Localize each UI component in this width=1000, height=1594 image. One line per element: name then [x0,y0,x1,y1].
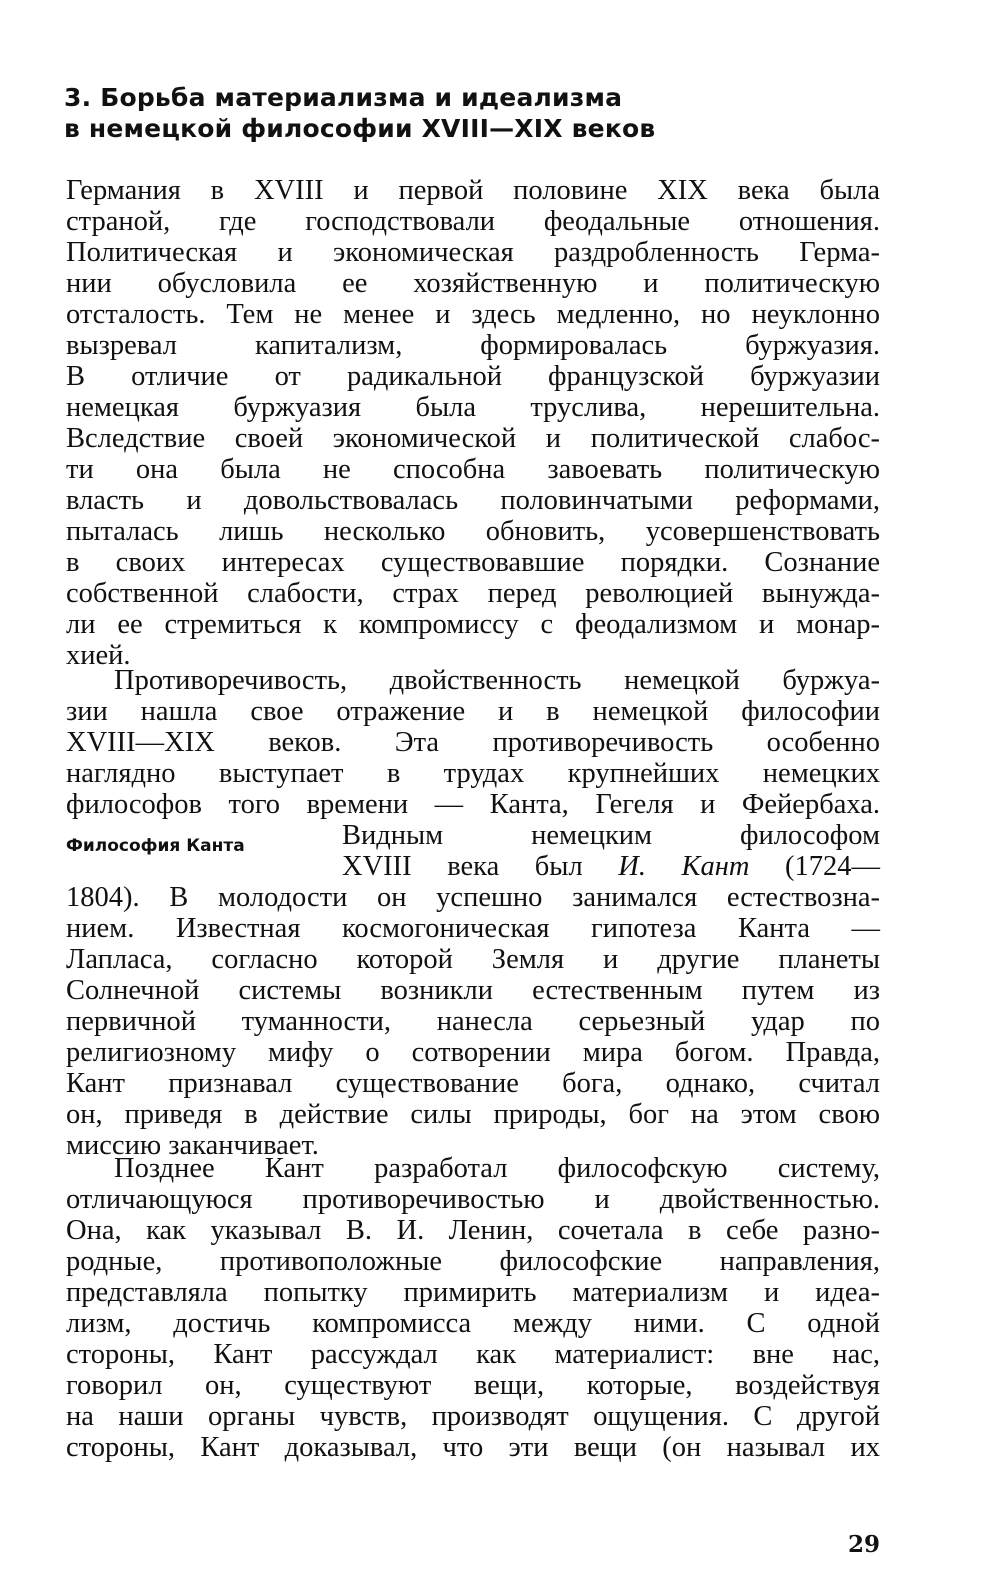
paragraph-kant-youth [66,882,880,1161]
text-line: лизм, достичь компромисса между ними. С одной [66,1308,880,1339]
paragraph-germany [66,175,880,671]
text-line: стороны, Кант рассуждал как материалист: вне нас, [66,1339,880,1370]
text-line: немецкая буржуазия была труслива, нерешительна. [66,392,880,423]
text-line: Лапласа, согласно которой Земля и другие планеты [66,944,880,975]
text-line: он, приведя в действие силы природы, бог на этом свою [66,1099,880,1130]
text-line: на наши органы чувств, производят ощущения. С другой [66,1401,880,1432]
text-line: родные, противоположные философские направления, [66,1246,880,1277]
text-line: стороны, Кант доказывал, что эти вещи (он называл их [66,1432,880,1463]
text-line: религиозному мифу о сотворении мира богом. Правда, [66,1037,880,1068]
text-fragment: (1724— [749,851,881,882]
text-line: отличающуюся противоречивостью и двойственностью. [66,1184,880,1215]
text-line: нием. Известная космогоническая гипотеза Канта — [66,913,880,944]
text-line: отсталость. Тем не менее и здесь медленно, но неуклонно [66,299,880,330]
text-line: Солнечной системы возникли естественным путем из [66,975,880,1006]
text-line: нии обусловила ее хозяйственную и политическую [66,268,880,299]
text-line: 1804). В молодости он успешно занимался естествозна- [66,882,880,913]
text-line: страной, где господствовали феодальные отношения. [66,206,880,237]
text-line: Германия в XVIII и первой половине XIX века была [66,175,880,206]
text-line: наглядно выступает в трудах крупнейших немецких [66,758,880,789]
text-line: Противоречивость, двойственность немецкой буржуа- [114,665,880,696]
text-line: собственной слабости, страх перед революцией вынужда- [66,578,880,609]
text-fragment: XVIII века был [342,851,619,882]
text-line: вызревал капитализм, формировалась буржуазия. [66,330,880,361]
section-heading-line-2: в немецкой философии XVIII—XIX веков [64,114,656,143]
text-line: миссию заканчивает. [66,1130,319,1161]
text-line: Кант признавал существование бога, однако, считал [66,1068,880,1099]
text-line: зии нашла свое отражение и в немецкой философии [66,696,880,727]
text-line: первичной туманности, нанесла серьезный удар по [66,1006,880,1037]
text-line: Позднее Кант разработал философскую систему, [114,1153,880,1184]
paragraph-contradiction [66,665,880,820]
section-heading [64,82,884,144]
text-line: пыталась лишь несколько обновить, усовершенствовать [66,516,880,547]
text-line: Видным немецким философом [342,820,880,851]
text-line: Она, как указывал В. И. Ленин, сочетала в себе разно- [66,1215,880,1246]
text-line: В отличие от радикальной французской буржуазии [66,361,880,392]
text-line: ли ее стремиться к компромиссу с феодализмом и монар- [66,609,880,640]
text-line: XVIII—XIX веков. Эта противоречивость особенно [66,727,880,758]
section-heading-line-1: 3. Борьба материализма и идеализма [64,83,623,112]
page-number: 29 [848,1531,881,1558]
text-line: ти она была не способна завоевать политическую [66,454,880,485]
kant-name: И. Кант [618,851,750,882]
text-line: говорил он, существуют вещи, которые, воздействуя [66,1370,880,1401]
text-line: Политическая и экономическая раздробленность Герма- [66,237,880,268]
side-heading-kant-philosophy: Философия Канта [66,836,245,856]
text-line: в своих интересах существовавшие порядки. Сознание [66,547,880,578]
kant-subsection-start [66,820,880,882]
kant-intro-text [342,820,880,882]
text-line: представляла попытку примирить материализм и идеа- [66,1277,880,1308]
text-line: философов того времени — Канта, Гегеля и Фейербаха. [66,789,880,820]
text-line: Вследствие своей экономической и политической слабос- [66,423,880,454]
paragraph-kant-system [66,1153,880,1463]
text-line: хией. [66,640,131,671]
text-line: власть и довольствовалась половинчатыми реформами, [66,485,880,516]
text-line [342,851,880,882]
